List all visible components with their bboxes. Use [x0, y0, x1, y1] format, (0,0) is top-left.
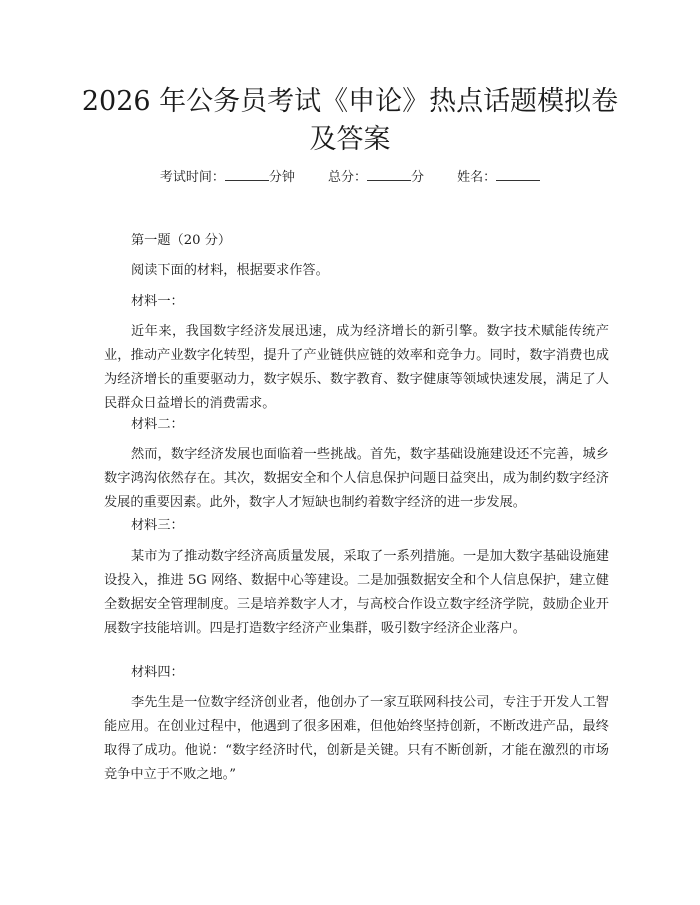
page-title-continued: 及答案: [309, 124, 391, 155]
material-1-label: 材料一：: [131, 294, 184, 309]
name-label: 姓名：: [457, 170, 497, 185]
question-instruction: 阅读下面的材料，根据要求作答。: [131, 263, 329, 278]
total-score-blank: [367, 166, 411, 181]
total-score-label: 总分：: [327, 170, 367, 185]
exam-meta-line: [0, 166, 700, 189]
material-4-label: 材料四：: [131, 665, 184, 680]
name-blank: [496, 166, 540, 181]
exam-time-label: 考试时间：: [159, 170, 225, 185]
page-title: 2026 年公务员考试《申论》热点话题模拟卷: [81, 86, 619, 117]
exam-time-unit: 分钟: [268, 170, 295, 185]
material-3-label: 材料三：: [131, 518, 184, 533]
material-2-text: 然而，数字经济发展也面临着一些挑战。首先，数字基础设施建设还不完善，城乡数字鸿沟依然存在。其次，数据安全和个人信息保护问题日益突出，成为制约数字经济发展的重要因素。此外，数字人才短缺也制约着数字经济的进一步发展。: [104, 447, 609, 510]
material-1-text: 近年来，我国数字经济发展迅速，成为经济增长的新引擎。数字技术赋能传统产业，推动产业数字化转型，提升了产业链供应链的效率和竞争力。同时，数字消费也成为经济增长的重要驱动力，数字娱乐、数字教育、数字健康等领域快速发展，满足了人民群众日益增长的消费需求。: [104, 324, 609, 411]
material-4-text: 李先生是一位数字经济创业者，他创办了一家互联网科技公司，专注于开发人工智能应用。在创业过程中，他遇到了很多困难，但他始终坚持创新，不断改进产品，最终取得了成功。他说：“数字经济时代，创新是关键。只有不断创新，才能在激烈的市场竞争中立于不败之地。”: [104, 695, 609, 782]
material-2-label: 材料二：: [131, 417, 184, 432]
total-score-unit: 分: [411, 170, 425, 185]
material-3-text: 某市为了推动数字经济高质量发展，采取了一系列措施。一是加大数字基础设施建设投入，推进 5G 网络、数据中心等建设。二是加强数据安全和个人信息保护，建立健全数据安全管理制度。三是培养数字人才，与高校合作设立数字经济学院，鼓励企业开展数字技能培训。四是打造数字经济产业集群，吸引数字经济企业落户。: [104, 549, 609, 636]
exam-time-blank: [225, 166, 269, 181]
question-heading: 第一题（20 分）: [131, 233, 232, 248]
